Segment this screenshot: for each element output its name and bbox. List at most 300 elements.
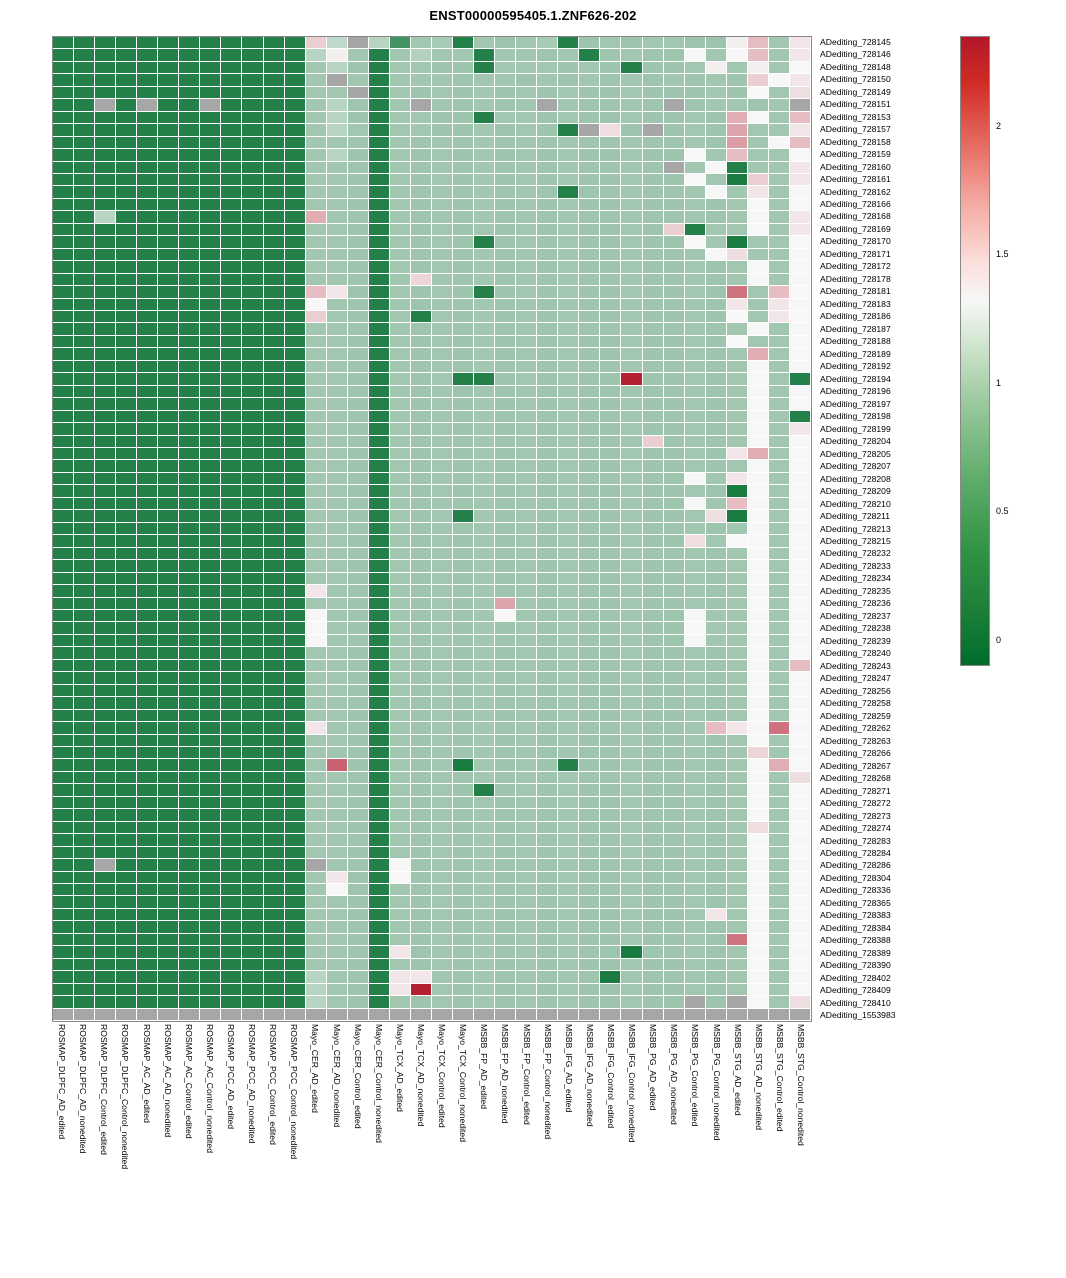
heatmap-cell (537, 747, 558, 759)
heatmap-cell (264, 211, 285, 223)
heatmap-cell (158, 336, 179, 348)
heatmap-cell (221, 436, 242, 448)
heatmap-cell (706, 672, 727, 684)
heatmap-cell (53, 124, 74, 136)
heatmap-cell (453, 834, 474, 846)
heatmap-cell (621, 186, 642, 198)
column-label: ROSMAP_PCC_Control_edited (268, 1024, 279, 1145)
heatmap-cell (53, 809, 74, 821)
heatmap-cell (769, 946, 790, 958)
row-label: ADediting_728189 (820, 348, 891, 359)
heatmap-cell (432, 373, 453, 385)
heatmap-cell (242, 348, 263, 360)
heatmap-cell (242, 722, 263, 734)
heatmap-cell (621, 784, 642, 796)
heatmap-cell (200, 735, 221, 747)
heatmap-cell (685, 199, 706, 211)
column-label-axis (52, 1024, 812, 1264)
heatmap-cell (748, 921, 769, 933)
heatmap-cell (264, 174, 285, 186)
heatmap-cell (137, 635, 158, 647)
heatmap-cell (348, 174, 369, 186)
heatmap-cell (621, 909, 642, 921)
heatmap-cell (643, 286, 664, 298)
heatmap-cell (369, 672, 390, 684)
heatmap-cell (369, 759, 390, 771)
heatmap-cell (432, 971, 453, 983)
heatmap-cell (221, 921, 242, 933)
heatmap-cell (95, 510, 116, 522)
heatmap-cell (221, 598, 242, 610)
heatmap-cell (474, 423, 495, 435)
heatmap-cell (621, 710, 642, 722)
heatmap-cell (306, 710, 327, 722)
heatmap-cell (558, 996, 579, 1008)
heatmap-cell (748, 560, 769, 572)
heatmap-cell (727, 137, 748, 149)
heatmap-cell (264, 635, 285, 647)
heatmap-cell (537, 361, 558, 373)
heatmap-cell (432, 598, 453, 610)
heatmap-cell (200, 996, 221, 1008)
heatmap-cell (242, 548, 263, 560)
heatmap-cell (200, 610, 221, 622)
heatmap-cell (495, 498, 516, 510)
heatmap-cell (621, 336, 642, 348)
heatmap-cell (685, 747, 706, 759)
heatmap-cell (306, 535, 327, 547)
heatmap-cell (285, 498, 306, 510)
heatmap-cell (242, 921, 263, 933)
heatmap-cell (179, 560, 200, 572)
heatmap-cell (685, 473, 706, 485)
heatmap-cell (432, 236, 453, 248)
heatmap-cell (727, 398, 748, 410)
heatmap-cell (495, 647, 516, 659)
heatmap-cell (432, 822, 453, 834)
heatmap-cell (790, 772, 811, 784)
heatmap-cell (643, 99, 664, 111)
heatmap-cell (158, 423, 179, 435)
heatmap-cell (516, 423, 537, 435)
heatmap-cell (558, 809, 579, 821)
heatmap-cell (95, 872, 116, 884)
heatmap-cell (137, 710, 158, 722)
heatmap-cell (285, 859, 306, 871)
heatmap-cell (285, 797, 306, 809)
heatmap-cell (579, 373, 600, 385)
heatmap-cell (579, 436, 600, 448)
heatmap-cell (116, 199, 137, 211)
heatmap-cell (537, 921, 558, 933)
heatmap-cell (643, 124, 664, 136)
heatmap-cell (390, 859, 411, 871)
heatmap-cell (179, 971, 200, 983)
heatmap-cell (432, 199, 453, 211)
heatmap-cell (306, 1009, 327, 1021)
heatmap-cell (264, 548, 285, 560)
heatmap-cell (285, 386, 306, 398)
heatmap-cell (74, 585, 95, 597)
heatmap-cell (390, 759, 411, 771)
heatmap-cell (264, 149, 285, 161)
heatmap-cell (306, 959, 327, 971)
heatmap-cell (432, 872, 453, 884)
heatmap-cell (495, 137, 516, 149)
heatmap-cell (348, 934, 369, 946)
heatmap-cell (664, 510, 685, 522)
heatmap-cell (621, 299, 642, 311)
heatmap-cell (285, 560, 306, 572)
heatmap-cell (727, 735, 748, 747)
heatmap-cell (621, 49, 642, 61)
heatmap-cell (579, 872, 600, 884)
column-label: Mayo_CER_AD_edited (310, 1024, 321, 1113)
heatmap-cell (306, 834, 327, 846)
heatmap-cell (179, 622, 200, 634)
heatmap-cell (685, 485, 706, 497)
heatmap-cell (327, 884, 348, 896)
heatmap-cell (285, 809, 306, 821)
heatmap-cell (769, 323, 790, 335)
heatmap-cell (390, 660, 411, 672)
heatmap-cell (327, 261, 348, 273)
heatmap-cell (411, 834, 432, 846)
heatmap-cell (264, 323, 285, 335)
heatmap-cell (369, 124, 390, 136)
heatmap-cell (158, 74, 179, 86)
heatmap-cell (221, 622, 242, 634)
heatmap-cell (643, 137, 664, 149)
heatmap-cell (579, 311, 600, 323)
heatmap-cell (116, 685, 137, 697)
heatmap-cell (600, 672, 621, 684)
heatmap-cell (748, 211, 769, 223)
heatmap-cell (179, 473, 200, 485)
heatmap-cell (327, 323, 348, 335)
heatmap-cell (748, 411, 769, 423)
heatmap-cell (179, 959, 200, 971)
heatmap-cell (221, 373, 242, 385)
heatmap-cell (664, 62, 685, 74)
heatmap-cell (137, 896, 158, 908)
heatmap-cell (453, 909, 474, 921)
heatmap-cell (95, 186, 116, 198)
heatmap-cell (221, 747, 242, 759)
heatmap-cell (558, 74, 579, 86)
heatmap-cell (748, 809, 769, 821)
heatmap-cell (537, 535, 558, 547)
heatmap-cell (200, 124, 221, 136)
column-label: ROSMAP_AC_AD_edited (141, 1024, 152, 1123)
heatmap-cell (327, 87, 348, 99)
heatmap-cell (727, 1009, 748, 1021)
heatmap-cell (495, 224, 516, 236)
heatmap-cell (369, 249, 390, 261)
heatmap-cell (327, 299, 348, 311)
heatmap-cell (390, 872, 411, 884)
heatmap-cell (643, 510, 664, 522)
heatmap-cell (327, 49, 348, 61)
heatmap-cell (453, 286, 474, 298)
heatmap-cell (95, 224, 116, 236)
heatmap-cell (95, 1009, 116, 1021)
heatmap-cell (685, 660, 706, 672)
heatmap-cell (685, 722, 706, 734)
row-label-axis (820, 36, 950, 1022)
heatmap-cell (727, 112, 748, 124)
heatmap-cell (727, 809, 748, 821)
heatmap-cell (411, 336, 432, 348)
heatmap-cell (516, 747, 537, 759)
heatmap-cell (369, 909, 390, 921)
heatmap-cell (327, 560, 348, 572)
heatmap-cell (95, 149, 116, 161)
heatmap-cell (600, 971, 621, 983)
heatmap-cell (221, 348, 242, 360)
heatmap-cell (558, 772, 579, 784)
heatmap-cell (664, 361, 685, 373)
heatmap-cell (537, 348, 558, 360)
heatmap-cell (242, 573, 263, 585)
heatmap-cell (53, 523, 74, 535)
heatmap-cell (242, 585, 263, 597)
heatmap-cell (137, 87, 158, 99)
heatmap-cell (748, 772, 769, 784)
heatmap-cell (579, 274, 600, 286)
heatmap-cell (390, 896, 411, 908)
heatmap-cell (285, 436, 306, 448)
heatmap-cell (432, 573, 453, 585)
heatmap-cell (621, 959, 642, 971)
heatmap-cell (579, 697, 600, 709)
heatmap-cell (621, 921, 642, 933)
heatmap-cell (558, 710, 579, 722)
column-label: MSBB_FP_AD_nonedited (500, 1024, 511, 1124)
heatmap-cell (600, 87, 621, 99)
heatmap-cell (95, 137, 116, 149)
heatmap-cell (727, 49, 748, 61)
heatmap-cell (537, 984, 558, 996)
heatmap-cell (369, 797, 390, 809)
heatmap-cell (306, 610, 327, 622)
heatmap-cell (790, 386, 811, 398)
heatmap-cell (664, 598, 685, 610)
heatmap-cell (200, 87, 221, 99)
heatmap-cell (474, 162, 495, 174)
heatmap-cell (200, 959, 221, 971)
heatmap-cell (600, 921, 621, 933)
heatmap-cell (369, 722, 390, 734)
heatmap-cell (74, 87, 95, 99)
heatmap-cell (137, 772, 158, 784)
heatmap-cell (200, 373, 221, 385)
heatmap-cell (137, 510, 158, 522)
heatmap-cell (516, 560, 537, 572)
heatmap-cell (432, 62, 453, 74)
heatmap-cell (95, 959, 116, 971)
heatmap-cell (116, 909, 137, 921)
heatmap-cell (242, 498, 263, 510)
heatmap-cell (179, 74, 200, 86)
heatmap-cell (95, 622, 116, 634)
heatmap-cell (369, 423, 390, 435)
heatmap-cell (158, 274, 179, 286)
heatmap-cell (769, 784, 790, 796)
heatmap-cell (285, 523, 306, 535)
heatmap-cell (74, 37, 95, 49)
heatmap-cell (643, 622, 664, 634)
heatmap-cell (727, 635, 748, 647)
heatmap-cell (285, 822, 306, 834)
heatmap-cell (748, 311, 769, 323)
heatmap-cell (53, 236, 74, 248)
heatmap-cell (474, 174, 495, 186)
heatmap-cell (137, 996, 158, 1008)
heatmap-cell (158, 672, 179, 684)
heatmap-cell (495, 99, 516, 111)
heatmap-cell (306, 124, 327, 136)
heatmap-cell (327, 647, 348, 659)
heatmap-cell (516, 598, 537, 610)
heatmap-cell (53, 436, 74, 448)
row-label: ADediting_728273 (820, 810, 891, 821)
heatmap-cell (264, 523, 285, 535)
heatmap-cell (769, 797, 790, 809)
heatmap-cell (95, 448, 116, 460)
heatmap-cell (474, 585, 495, 597)
heatmap-cell (200, 573, 221, 585)
heatmap-cell (242, 286, 263, 298)
heatmap-cell (53, 909, 74, 921)
heatmap-cell (579, 323, 600, 335)
heatmap-cell (95, 211, 116, 223)
heatmap-cell (685, 510, 706, 522)
heatmap-cell (137, 660, 158, 672)
heatmap-cell (137, 946, 158, 958)
heatmap-cell (306, 261, 327, 273)
heatmap-cell (179, 809, 200, 821)
column-label: MSBB_PG_Control_edited (690, 1024, 701, 1127)
heatmap-cell (158, 1009, 179, 1021)
heatmap-cell (432, 286, 453, 298)
heatmap-cell (179, 137, 200, 149)
heatmap-cell (179, 847, 200, 859)
row-label: ADediting_728150 (820, 74, 891, 85)
row-label: ADediting_728204 (820, 436, 891, 447)
heatmap-cell (769, 548, 790, 560)
heatmap-cell (158, 199, 179, 211)
heatmap-cell (474, 87, 495, 99)
heatmap-cell (516, 946, 537, 958)
heatmap-cell (306, 722, 327, 734)
heatmap-cell (558, 336, 579, 348)
heatmap-cell (790, 984, 811, 996)
heatmap-cell (664, 87, 685, 99)
heatmap-cell (748, 299, 769, 311)
heatmap-cell (327, 822, 348, 834)
row-label: ADediting_728157 (820, 124, 891, 135)
heatmap-cell (537, 1009, 558, 1021)
heatmap-cell (664, 735, 685, 747)
heatmap-cell (285, 398, 306, 410)
heatmap-cell (432, 423, 453, 435)
heatmap-cell (116, 834, 137, 846)
heatmap-cell (685, 274, 706, 286)
heatmap-cell (706, 211, 727, 223)
heatmap-cell (411, 286, 432, 298)
heatmap-cell (369, 311, 390, 323)
heatmap-cell (537, 822, 558, 834)
heatmap-cell (116, 872, 137, 884)
heatmap-cell (411, 573, 432, 585)
heatmap-cell (200, 1009, 221, 1021)
heatmap-cell (727, 299, 748, 311)
heatmap-cell (327, 510, 348, 522)
heatmap-cell (664, 174, 685, 186)
heatmap-cell (600, 896, 621, 908)
heatmap-cell (643, 411, 664, 423)
heatmap-cell (600, 211, 621, 223)
heatmap-cell (200, 784, 221, 796)
heatmap-cell (369, 386, 390, 398)
heatmap-cell (790, 685, 811, 697)
heatmap-cell (390, 598, 411, 610)
heatmap-cell (53, 685, 74, 697)
heatmap-cell (474, 398, 495, 410)
heatmap-cell (769, 236, 790, 248)
heatmap-cell (306, 984, 327, 996)
heatmap-cell (474, 112, 495, 124)
heatmap-cell (621, 772, 642, 784)
heatmap-cell (306, 473, 327, 485)
heatmap-cell (137, 174, 158, 186)
heatmap-cell (264, 573, 285, 585)
row-label: ADediting_728166 (820, 198, 891, 209)
heatmap-cell (242, 610, 263, 622)
heatmap-cell (664, 921, 685, 933)
heatmap-cell (116, 386, 137, 398)
heatmap-cell (411, 348, 432, 360)
heatmap-cell (390, 735, 411, 747)
heatmap-cell (600, 436, 621, 448)
heatmap-cell (706, 573, 727, 585)
heatmap-cell (53, 37, 74, 49)
heatmap-cell (706, 622, 727, 634)
heatmap-cell (158, 959, 179, 971)
heatmap-cell (748, 573, 769, 585)
heatmap-cell (200, 274, 221, 286)
heatmap-cell (495, 822, 516, 834)
heatmap-cell (474, 797, 495, 809)
heatmap-cell (558, 311, 579, 323)
heatmap-cell (621, 373, 642, 385)
heatmap-cell (53, 137, 74, 149)
heatmap-cell (664, 348, 685, 360)
heatmap-cell (369, 211, 390, 223)
heatmap-cell (116, 984, 137, 996)
heatmap-cell (537, 411, 558, 423)
heatmap-cell (221, 460, 242, 472)
heatmap-cell (769, 710, 790, 722)
heatmap-cell (600, 162, 621, 174)
heatmap-cell (453, 274, 474, 286)
heatmap-cell (600, 847, 621, 859)
heatmap-cell (474, 710, 495, 722)
heatmap-cell (327, 996, 348, 1008)
heatmap-cell (621, 199, 642, 211)
heatmap-cell (664, 984, 685, 996)
